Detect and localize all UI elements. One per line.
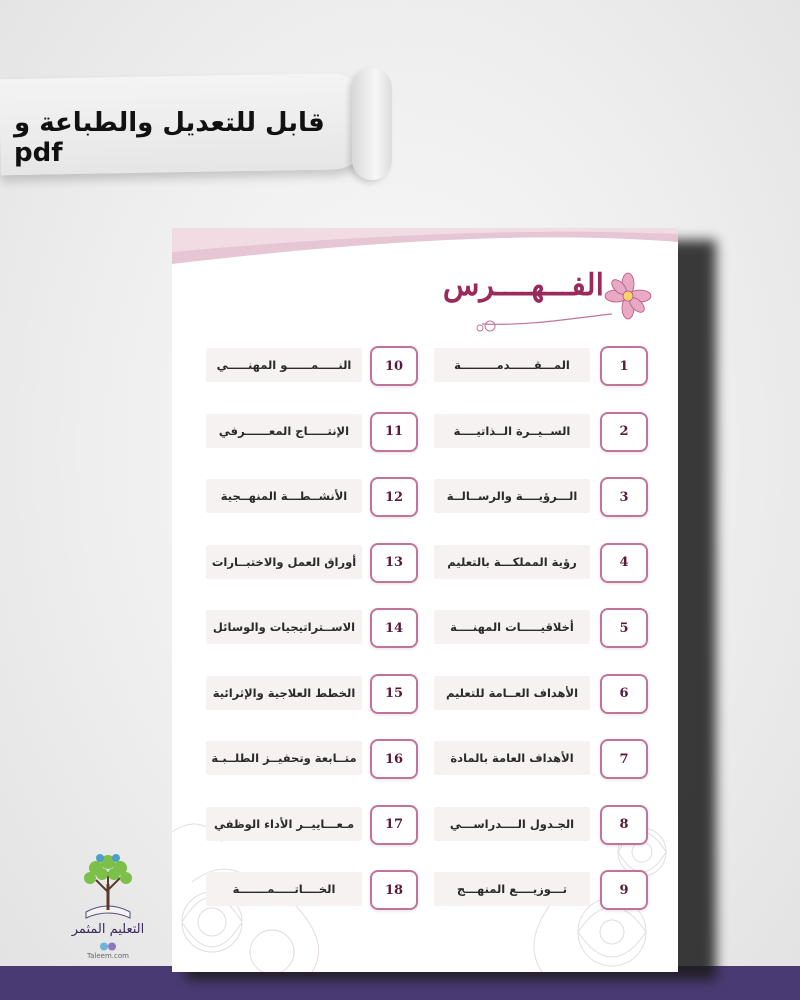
index-entry-number: 10	[370, 346, 418, 386]
index-entry-label: الخــــاتـــــمـــــــة	[206, 872, 362, 906]
index-entry	[172, 739, 678, 777]
index-entry-label: الأهداف العــامة للتعليم	[434, 676, 590, 710]
index-entry-label: الخطط العلاجية والإثرائية	[206, 676, 362, 710]
index-entry-number: 15	[370, 674, 418, 714]
index-entry-number: 7	[600, 739, 648, 779]
index-entry-label: المـــقــــــدمـــــــــة	[434, 348, 590, 382]
index-entry-label: متــابعة وتحفيــز الطلــبـة	[206, 741, 362, 775]
index-entry-number: 5	[600, 608, 648, 648]
index-entry-number: 2	[600, 412, 648, 452]
index-entry-number: 18	[370, 870, 418, 910]
index-entry-label: تـــوزيــــع المنهـــج	[434, 872, 590, 906]
index-entry-number: 9	[600, 870, 648, 910]
promo-ribbon	[0, 68, 400, 180]
tree-icon	[66, 848, 150, 922]
index-entry-label: الأهداف العامة بالمادة	[434, 741, 590, 775]
index-entry	[172, 870, 678, 908]
index-entry	[172, 608, 678, 646]
index-entry-label: الـــرؤيــــة والرســالــة	[434, 479, 590, 513]
index-entry	[172, 674, 678, 712]
index-entry-number: 3	[600, 477, 648, 517]
logo-site: Taleem.com	[87, 952, 129, 960]
index-entry	[172, 346, 678, 384]
brand-logo	[66, 848, 150, 970]
index-entry-number: 12	[370, 477, 418, 517]
index-entry-number: 8	[600, 805, 648, 845]
index-entry-label: الســيــرة الــذاتيــــة	[434, 414, 590, 448]
index-entry-label: الجـدول الــــدراســـي	[434, 807, 590, 841]
index-entry-label: رؤية المملكـــة بالتعليم	[434, 545, 590, 579]
index-entry	[172, 477, 678, 515]
index-entry-number: 16	[370, 739, 418, 779]
index-entry-number: 1	[600, 346, 648, 386]
index-title	[442, 268, 652, 338]
index-entry-number: 13	[370, 543, 418, 583]
logo-dots-icon	[99, 942, 117, 951]
title-swirl	[462, 308, 612, 338]
index-entry-label: أوراق العمل والاختبــارات	[206, 545, 362, 579]
index-entry-number: 14	[370, 608, 418, 648]
index-title-text: الفـــهــــرس	[442, 268, 604, 303]
index-entry-number: 11	[370, 412, 418, 452]
index-entry-label: النـــــمــــــو المهنـــــي	[206, 348, 362, 382]
index-entry	[172, 805, 678, 843]
index-entry-label: الأنشــطـــة المنهــجية	[206, 479, 362, 513]
index-entry	[172, 543, 678, 581]
logo-name: التعليم المثمر	[71, 922, 145, 937]
index-entry	[172, 412, 678, 450]
index-entry-number: 6	[600, 674, 648, 714]
index-page	[172, 228, 678, 972]
ribbon-text: قابل للتعديل والطباعة و pdf	[14, 108, 325, 168]
index-entry-label: الإنتـــــاج المعــــــرفي	[206, 414, 362, 448]
index-entry-label: الاســتراتيجيات والوسائل	[206, 610, 362, 644]
index-entry-label: مـعـــاييــر الأداء الوظفي	[206, 807, 362, 841]
index-entry-number: 4	[600, 543, 648, 583]
index-entry-number: 17	[370, 805, 418, 845]
index-entry-label: أخلاقيـــــات المهنــــة	[434, 610, 590, 644]
